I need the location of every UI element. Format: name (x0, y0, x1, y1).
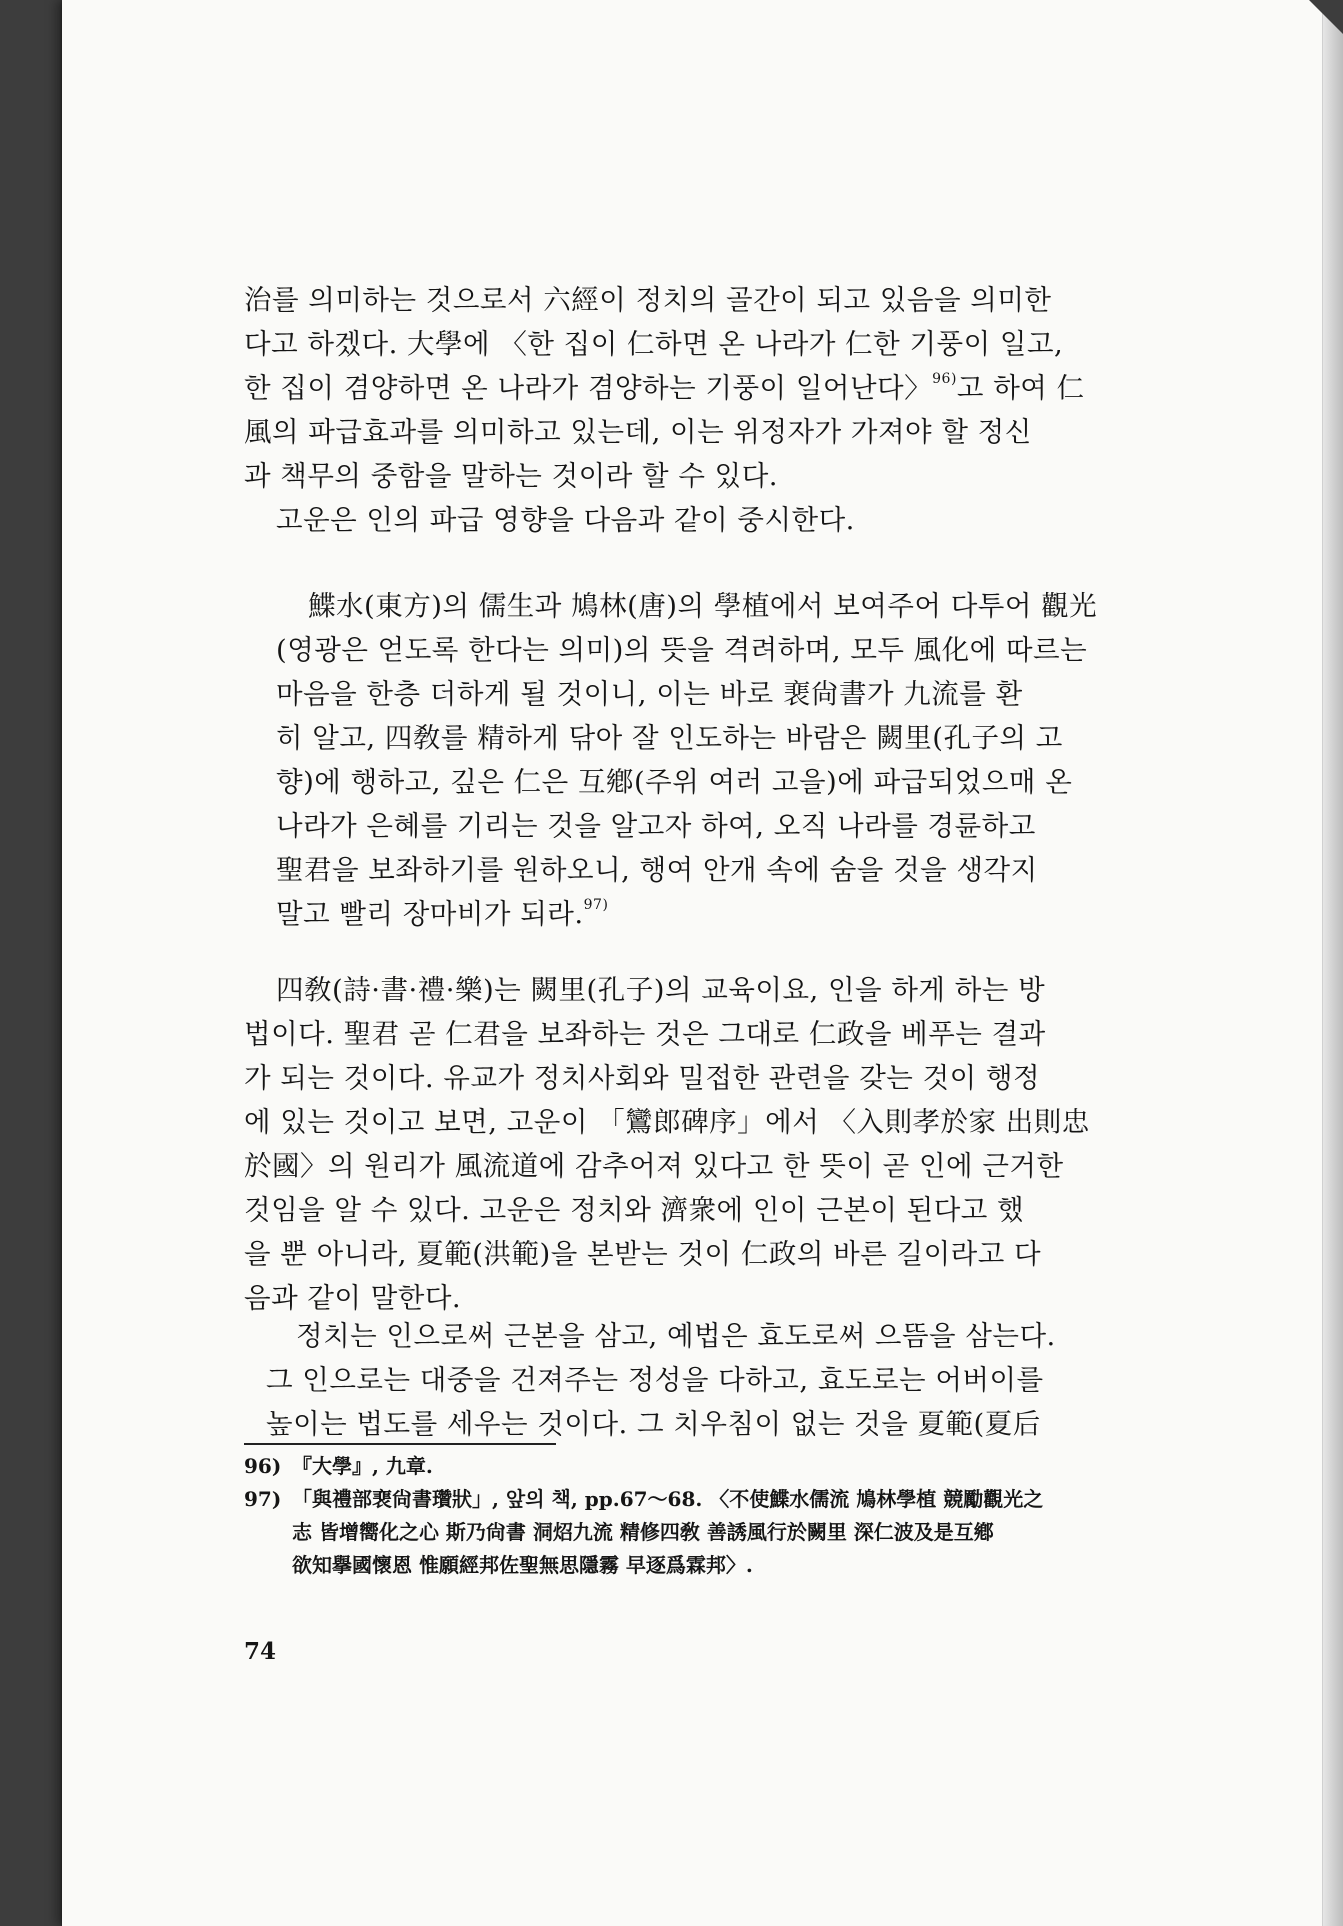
quote-line: (영광은 얻도록 한다는 의미)의 뜻을 격려하며, 모두 風化에 따르는 (276, 634, 1088, 666)
text-line: 을 뿐 아니라, 夏範(洪範)을 본받는 것이 仁政의 바른 길이라고 다 (244, 1238, 1042, 1270)
text-line: 음과 같이 말한다. (244, 1282, 462, 1314)
footnote-line: 欲知擧國懷恩 惟願經邦佐聖無思隱霧 早逐爲霖邦〉. (292, 1553, 753, 1577)
text-line: 治를 의미하는 것으로서 六經이 정치의 골간이 되고 있음을 의미한 (244, 284, 1052, 316)
footnote-number: 96) (244, 1454, 282, 1478)
page-corner-fold (1309, 0, 1343, 34)
footnote-text: 『大學』, 九章. (292, 1454, 433, 1478)
quote-line-body: 말고 빨리 장마비가 되라. (276, 898, 584, 930)
paragraph-3 (244, 968, 1174, 1320)
text-line: 가 되는 것이다. 유교가 정치사회와 밀접한 관련을 갖는 것이 행정 (244, 1062, 1041, 1094)
footnote-97 (244, 1483, 1174, 1582)
footnote-divider (244, 1443, 556, 1445)
quote-line: 마음을 한층 더하게 될 것이니, 이는 바로 裵尙書가 九流를 환 (276, 678, 1023, 710)
text-line (244, 366, 1174, 410)
quote-line: 聖君을 보좌하기를 원하오니, 행여 안개 속에 숨을 것을 생각지 (276, 854, 1038, 886)
quote-line: 나라가 은혜를 기리는 것을 알고자 하여, 오직 나라를 경륜하고 (276, 810, 1036, 842)
footnote-line: 志 皆增嚮化之心 斯乃尙書 洞炤九流 精修四敎 善誘風行於闕里 深仁波及是互鄕 (292, 1520, 994, 1544)
text-line: 에 있는 것이고 보면, 고운이 「鸞郎碑序」에서 〈入則孝於家 出則忠 (244, 1106, 1090, 1138)
quote-line (244, 892, 1174, 936)
quote-line: 그 인으로는 대중을 건져주는 정성을 다하고, 효도로는 어버이를 (266, 1364, 1044, 1396)
page-edge (1322, 0, 1343, 1926)
text-line: 것임을 알 수 있다. 고운은 정치와 濟衆에 인이 근본이 된다고 했 (244, 1194, 1025, 1226)
text-line: 風의 파급효과를 의미하고 있는데, 이는 위정자가 가져야 할 정신 (244, 416, 1032, 448)
text-line: 과 책무의 중함을 말하는 것이라 할 수 있다. (244, 460, 779, 492)
quote-line: 鰈水(東方)의 儒生과 鳩林(唐)의 學植에서 보여주어 다투어 觀光 (308, 590, 1098, 622)
quote-line: 향)에 행하고, 깊은 仁은 互鄕(주위 여러 고을)에 파급되었으매 온 (276, 766, 1073, 798)
quote-line: 높이는 법도를 세우는 것이다. 그 치우침이 없는 것을 夏範(夏后 (266, 1408, 1041, 1440)
footnote-text: 「與禮部裵尙書瓚狀」, 앞의 책, pp.67～68. 〈不使鰈水儒流 鳩林學植 競勵觀光之 (292, 1487, 1044, 1511)
quote-2 (244, 1314, 1174, 1446)
text-line: 四敎(詩·書·禮·樂)는 闕里(孔子)의 교육이요, 인을 하게 하는 방 (276, 974, 1046, 1006)
footnote-line (244, 1450, 1174, 1483)
quote-line: 정치는 인으로써 근본을 삼고, 예법은 효도로써 으뜸을 삼는다. (296, 1320, 1056, 1352)
paragraph-1 (244, 278, 1174, 542)
text-line: 於國〉의 원리가 風流道에 감추어져 있다고 한 뜻이 곧 인에 근거한 (244, 1150, 1064, 1182)
page-number: 74 (244, 1638, 277, 1665)
footnote-line (244, 1483, 1174, 1516)
text-line-body: 한 집이 겸양하면 온 나라가 겸양하는 기풍이 일어난다〉 (244, 372, 933, 404)
quote-1 (244, 584, 1174, 936)
text-line-tail: 고 하여 仁 (956, 372, 1085, 404)
quote-line: 히 알고, 四敎를 精하게 닦아 잘 인도하는 바람은 闕里(孔子의 고 (276, 722, 1063, 754)
footnote-number: 97) (244, 1487, 282, 1511)
footnote-96 (244, 1450, 1174, 1483)
paragraph-2: 고운은 인의 파급 영향을 다음과 같이 중시한다. (276, 504, 855, 536)
text-line: 다고 하겠다. 大學에 〈한 집이 仁하면 온 나라가 仁한 기풍이 일고, (244, 328, 1064, 360)
footnote-ref-96[interactable]: 96) (932, 371, 957, 387)
text-line: 법이다. 聖君 곧 仁君을 보좌하는 것은 그대로 仁政을 베푸는 결과 (244, 1018, 1046, 1050)
footnote-ref-97[interactable]: 97) (583, 897, 609, 913)
